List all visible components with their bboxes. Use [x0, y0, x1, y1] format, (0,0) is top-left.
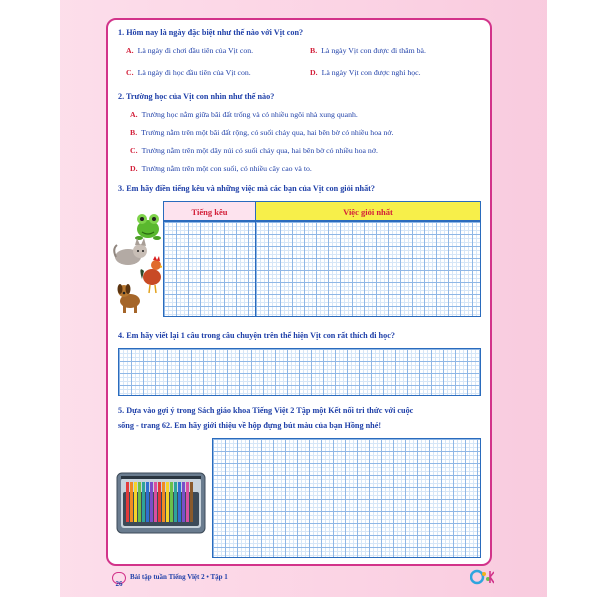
page-margin-left — [0, 0, 60, 597]
question-1-option-a[interactable] — [126, 46, 253, 55]
question-2-option-c[interactable] — [130, 146, 378, 155]
option-key: D. — [310, 68, 318, 77]
option-key: B. — [130, 128, 138, 137]
dog-icon — [118, 284, 141, 313]
question-1-option-d[interactable] — [310, 68, 421, 77]
option-text: Trường nằm trên một bãi đất rộng, có suối chảy qua, hai bên bờ có nhiều hoa nở. — [141, 128, 394, 137]
answer-grid-q5[interactable] — [212, 438, 481, 558]
question-2-title: 2. Trường học của Vịt con nhìn như thế nào? — [118, 92, 275, 101]
option-text: Trường học nằm giữa bãi đất trống và có nhiều ngôi nhà xung quanh. — [141, 110, 358, 119]
answer-grid-sound[interactable] — [163, 221, 256, 317]
option-key: C. — [126, 68, 134, 77]
option-key: A. — [126, 46, 134, 55]
book-title: Bài tập tuần Tiếng Việt 2 • Tập 1 — [130, 573, 228, 581]
option-text: Là ngày Vịt con được đi thăm bà. — [321, 46, 426, 55]
rooster-icon — [140, 256, 162, 293]
cat-icon — [114, 238, 147, 265]
question-5-line-2: sống - trang 62. Em hãy giới thiệu về hộp đựng bút màu của bạn Hồng nhé! — [118, 421, 382, 430]
option-text: Trường nằm trên một dãy núi có suối chảy qua, hai bên bờ có nhiều hoa nở. — [141, 146, 378, 155]
answer-grid-skill[interactable] — [256, 221, 481, 317]
question-3-title: 3. Em hãy điền tiếng kêu và những việc mà các bạn của Vịt con giỏi nhất? — [118, 184, 376, 193]
option-text: Là ngày đi chơi đầu tiên của Vịt con. — [137, 46, 254, 55]
animal-illustration — [112, 205, 162, 317]
question-1-option-c[interactable] — [126, 68, 251, 77]
option-key: C. — [130, 146, 138, 155]
option-key: D. — [130, 164, 138, 173]
option-text: Là ngày đi học đầu tiên của Vịt con. — [137, 68, 251, 77]
option-key: A. — [130, 110, 138, 119]
page-margin-right — [547, 0, 597, 597]
question-2-option-b[interactable] — [130, 128, 394, 137]
question-2-option-d[interactable] — [130, 164, 312, 173]
option-key: B. — [310, 46, 318, 55]
logo-icon — [470, 568, 494, 586]
question-5-line-1: 5. Dựa vào gợi ý trong Sách giáo khoa Tiếng Việt 2 Tập một Kết nối tri thức với cuộc — [118, 406, 414, 415]
question-1-title: 1. Hôm nay là ngày đặc biệt như thế nào với Vịt con? — [118, 28, 304, 37]
question-1-option-b[interactable] — [310, 46, 426, 55]
table-header-skill: Việc giỏi nhất — [256, 201, 481, 221]
question-2-option-a[interactable] — [130, 110, 358, 119]
question-4-title: 4. Em hãy viết lại 1 câu trong câu chuyện trên thể hiện Vịt con rất thích đi học? — [118, 331, 395, 340]
page-number: 26 — [115, 580, 123, 588]
page-number-badge — [112, 572, 126, 588]
option-text: Là ngày Vịt con được nghỉ học. — [321, 68, 421, 77]
option-text: Trường nằm trên một con suối, có nhiều cây cao và to. — [141, 164, 312, 173]
frog-icon — [135, 214, 161, 240]
answer-grid-q4[interactable] — [118, 348, 481, 396]
table-header-sound: Tiếng kêu — [163, 201, 256, 221]
pencil-case-icon — [116, 472, 206, 534]
